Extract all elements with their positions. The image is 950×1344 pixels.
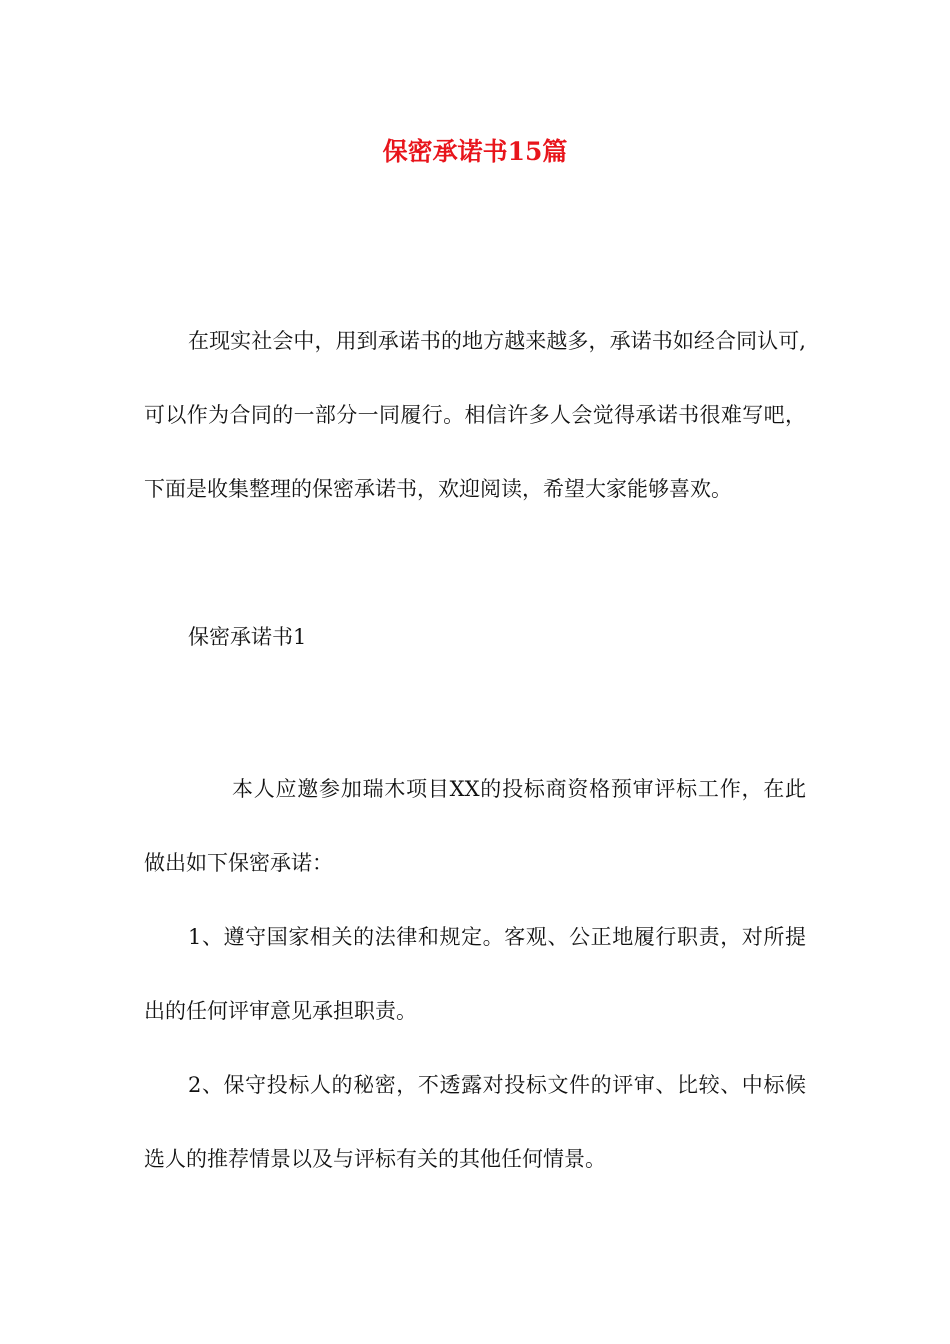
section-heading: 保密承诺书1 — [188, 625, 307, 649]
list-item: 1、遵守国家相关的法律和规定。客观、公正地履行职责，对所提出的任何评审意见承担职责。 — [144, 925, 806, 1023]
document-title: 保密承诺书15篇 — [382, 137, 568, 166]
list-item: 2、保守投标人的秘密，不透露对投标文件的评审、比较、中标候选人的推荐情景以及与评标有关的其他任何情景。 — [144, 1073, 806, 1171]
section-lead-paragraph: 本人应邀参加瑞木项目XX的投标商资格预审评标工作，在此做出如下保密承诺： — [144, 777, 806, 875]
intro-paragraph: 在现实社会中，用到承诺书的地方越来越多，承诺书如经合同认可,可以作为合同的一部分一同履行。相信许多人会觉得承诺书很难写吧，下面是收集整理的保密承诺书，欢迎阅读，希望大家能够喜欢。 — [144, 329, 806, 501]
